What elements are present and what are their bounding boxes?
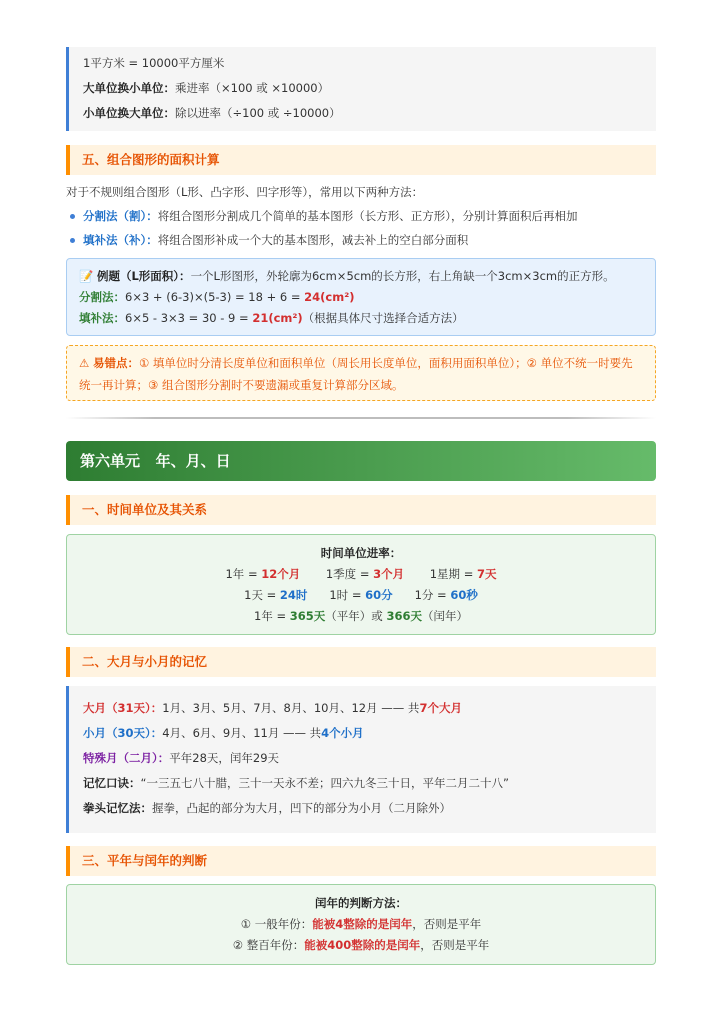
warning-text: ① 填单位时分清长度单位和面积单位（周长用长度单位，面积用面积单位）；② 单位不统一时要先统一再计算；③ 组合图形分割时不要遗漏或重复计算部分区域。 <box>79 356 633 392</box>
section-divider <box>66 417 656 419</box>
mnemonic-line: 记忆口诀：“一三五七八十腊，三十一天永不差；四六九冬三十日，平年二月二十八” <box>83 776 509 790</box>
rate-item: 1分 = 60秒 <box>414 588 478 602</box>
rule-text: 乘进率（×100 或 ×10000） <box>175 81 330 95</box>
time-units-row-1 <box>67 564 655 585</box>
time-units-row-3: 1年 = 365天（平年）或 366天（闰年） <box>254 609 468 623</box>
example-box <box>66 258 656 336</box>
memo-icon: 📝 <box>79 269 94 283</box>
split-label: 分割法： <box>79 290 125 304</box>
section-intro: 对于不规则组合图形（L形、凸字形、凹字形等），常用以下两种方法： <box>66 185 424 199</box>
rate-item: 1季度 = 3个月 <box>325 567 405 581</box>
leap-year-box <box>66 884 656 965</box>
rate-item: 1年 = 12个月 <box>225 567 301 581</box>
split-formula: 6×3 + (6-3)×(5-3) = 18 + 6 = <box>125 290 305 304</box>
warning-icon: ⚠ <box>79 356 90 370</box>
time-units-box <box>66 534 656 635</box>
bullet-dot <box>70 238 75 243</box>
section-heading-time-units: 一、时间单位及其关系 <box>66 495 656 525</box>
example-label: 例题（L形面积）： <box>96 269 191 283</box>
warning-label: 易错点： <box>92 356 139 370</box>
fill-label: 填补法： <box>79 311 125 325</box>
rate-item: 1时 = 60分 <box>329 588 393 602</box>
section-heading-big-small-months: 二、大月与小月的记忆 <box>66 647 656 677</box>
leap-rule-century: ② 整百年份：能被400整除的是闰年，否则是平年 <box>232 938 490 952</box>
split-result: 24(cm²) <box>304 290 355 304</box>
leap-year-title: 闰年的判断方法： <box>315 896 407 910</box>
unit-header: 第六单元 年、月、日 <box>66 441 656 481</box>
leap-rule-general: ① 一般年份：能被4整除的是闰年，否则是平年 <box>240 917 482 931</box>
example-split-method <box>79 287 643 308</box>
conversion-line: 1平方米 = 10000平方厘米 <box>83 56 225 70</box>
method-bullet-fill <box>66 228 468 252</box>
rule-label: 大单位换小单位： <box>83 81 175 95</box>
big-months-line: 大月（31天）：1月、3月、5月、7月、8月、10月、12月 —— 共7个大月 <box>83 701 462 715</box>
method-text: 将组合图形分割成几个简单的基本图形（长方形、正方形），分别计算面积后再相加 <box>157 209 578 223</box>
small-months-line: 小月（30天）：4月、6月、9月、11月 —— 共4个小月 <box>83 726 364 740</box>
rate-item: 1天 = 24时 <box>244 588 308 602</box>
bullet-dot <box>70 214 75 219</box>
fist-method-line: 拳头记忆法：握拳，凸起的部分为大月，凹下的部分为小月（二月除外） <box>83 801 451 815</box>
fill-result: 21(cm²) <box>252 311 303 325</box>
example-fill-method <box>79 308 643 329</box>
conversion-rule-small-to-large <box>83 101 644 126</box>
time-units-row-2 <box>67 585 655 606</box>
months-box <box>66 686 656 833</box>
example-title <box>79 266 643 287</box>
method-bullet-split <box>66 204 578 228</box>
fill-formula: 6×5 - 3×3 = 30 - 9 = <box>125 311 253 325</box>
rule-label: 小单位换大单位： <box>83 106 175 120</box>
conversion-rule-large-to-small <box>83 76 644 101</box>
method-text: 将组合图形补成一个大的基本图形，减去补上的空白部分面积 <box>157 233 469 247</box>
section-heading-composite-area: 五、组合图形的面积计算 <box>66 145 656 175</box>
method-label: 填补法（补）： <box>83 233 158 247</box>
section-heading-leap-year: 三、平年与闰年的判断 <box>66 846 656 876</box>
time-units-title: 时间单位进率： <box>320 546 402 560</box>
february-line: 特殊月（二月）：平年28天，闰年29天 <box>83 751 280 765</box>
rate-item: 1星期 = 7天 <box>429 567 497 581</box>
rule-text: 除以进率（÷100 或 ÷10000） <box>175 106 341 120</box>
unit-conversion-box <box>66 47 656 131</box>
method-label: 分割法（割）： <box>83 209 158 223</box>
common-mistakes-box <box>66 345 656 401</box>
example-text: 一个L形图形，外轮廓为6cm×5cm的长方形，右上角缺一个3cm×3cm的正方形。 <box>190 269 615 283</box>
fill-note: （根据具体尺寸选择合适方法） <box>302 311 464 325</box>
